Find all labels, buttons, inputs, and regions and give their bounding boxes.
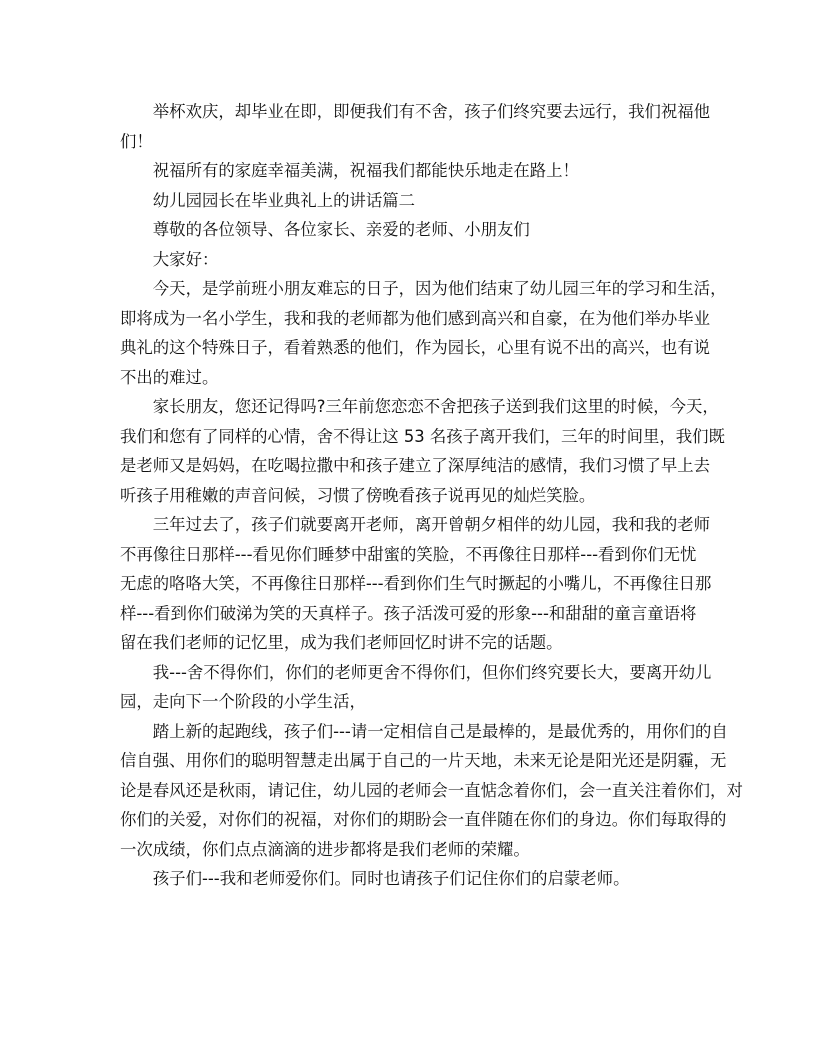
paragraph-family-blessing: [120, 156, 696, 186]
text-line: 大家好：: [152, 249, 219, 269]
text-line: 不再像往日那样---看见你们睡梦中甜蜜的笑脸，不再像往日那样---看到你们无忧: [120, 544, 697, 564]
text-line: 论是春风还是秋雨，请记住，幼儿园的老师会一直惦念着你们，会一直关注着你们，对: [120, 780, 743, 800]
text-line: 留在我们老师的记忆里，成为我们老师回忆时讲不完的话题。: [120, 633, 563, 652]
text-line: 是老师又是妈妈，在吃喝拉撒中和孩子建立了深厚纯洁的感情，我们习惯了早上去: [120, 456, 711, 475]
text-line: 我们和您有了同样的心情，舍不得让这 53 名孩子离开我们，三年的时间里，我们既: [120, 426, 725, 446]
paragraph-farewell-blessing: [120, 97, 711, 156]
text-line: 三年过去了，孩子们就要离开老师，离开曾朝夕相伴的幼儿园，我和我的老师: [152, 515, 711, 534]
greeting: [120, 245, 696, 275]
paragraph-reluctant: [120, 658, 712, 717]
paragraph-today: [120, 274, 727, 392]
text-line: 你们的关爱，对你们的祝福，对你们的期盼会一直伴随在你们的身边。你们每取得的: [120, 810, 727, 829]
salutation: [120, 215, 696, 245]
document-body: [120, 97, 743, 894]
text-line: 一次成绩，你们点点滴滴的进步都将是我们老师的荣耀。: [120, 839, 530, 859]
paragraph-parents: [120, 392, 725, 510]
text-line: 们！: [120, 131, 153, 151]
text-line: 幼儿园园长在毕业典礼上的讲话篇二: [152, 190, 416, 210]
text-line: 听孩子用稚嫩的声音问候，习惯了傍晚看孩子说再见的灿烂笑脸。: [120, 485, 596, 505]
text-line: 家长朋友，您还记得吗?三年前您恋恋不舍把孩子送到我们这里的时候，今天，: [152, 397, 719, 416]
text-line: 举杯欢庆，却毕业在即，即便我们有不舍，孩子们终究要去远行，我们祝福他: [152, 102, 711, 121]
section-heading: [120, 186, 696, 216]
text-line: 祝福所有的家庭幸福美满，祝福我们都能快乐地走在路上！: [152, 161, 579, 180]
text-line: 典礼的这个特殊日子，看着熟悉的他们，作为园长，心里有说不出的高兴，也有说: [120, 338, 711, 357]
text-line: 踏上新的起跑线，孩子们---请一定相信自己是最棒的，是最优秀的，用你们的自: [152, 721, 728, 741]
paragraph-new-start: [120, 717, 743, 865]
paragraph-closing: [120, 864, 696, 894]
text-line: 无虑的咯咯大笑，不再像往日那样---看到你们生气时撅起的小嘴儿，不再像往日那: [120, 574, 712, 593]
text-line: 今天，是学前班小朋友难忘的日子，因为他们结束了幼儿园三年的学习和生活，: [152, 279, 727, 298]
text-line: 样---看到你们破涕为笑的天真样子。孩子活泼可爱的形象---和甜甜的童言童语将: [120, 603, 697, 623]
text-line: 即将成为一名小学生，我和我的老师都为他们感到高兴和自豪，在为他们举办毕业: [120, 308, 711, 328]
text-line: 尊敬的各位领导、各位家长、亲爱的老师、小朋友们: [152, 220, 530, 239]
paragraph-three-years: [120, 510, 712, 658]
text-line: 我---舍不得你们，你们的老师更舍不得你们，但你们终究要长大，要离开幼儿: [152, 662, 712, 682]
text-line: 孩子们---我和老师爱你们。同时也请孩子们记住你们的启蒙老师。: [152, 869, 630, 888]
text-line: 园，走向下一个阶段的小学生活，: [120, 692, 366, 711]
text-line: 信自强、用你们的聪明智慧走出属于自己的一片天地，未来无论是阳光还是阴霾，无: [120, 751, 727, 770]
text-line: 不出的难过。: [120, 367, 219, 387]
